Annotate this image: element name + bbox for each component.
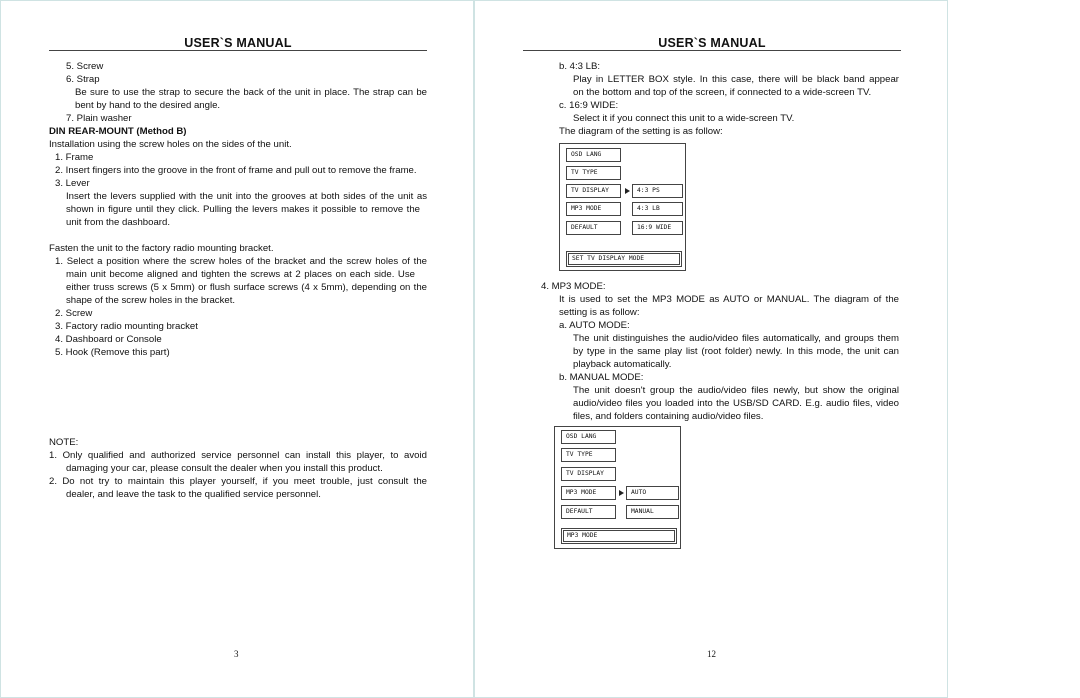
text-line: Play in LETTER BOX style. In this case, there will be black band appear (573, 74, 899, 85)
text-line: 1. Frame (55, 152, 94, 163)
text-line: files, and folders containing audio/video files. (573, 411, 764, 422)
text-line: The unit distinguishes the audio/video files automatically, and groups them (573, 333, 899, 344)
text-line: shown in figure until they click. Pulling the levers makes it possible to remove the (66, 204, 420, 215)
text-line: shape of the screw holes in the bracket. (66, 295, 236, 306)
text-line: b. 4:3 LB: (559, 61, 601, 72)
left-page (0, 0, 474, 698)
text-line: Installation using the screw holes on the sides of the unit. (49, 139, 292, 150)
menu-item-default: DEFAULT (561, 505, 616, 519)
text-line: by type in the same play list (root folder) newly. In this mode, the unit can (573, 346, 899, 357)
mp3-mode-menu-figure (554, 426, 681, 549)
note-heading: NOTE: (49, 437, 79, 448)
page-header: USER`S MANUAL (184, 36, 292, 50)
tv-display-menu-figure (559, 143, 686, 271)
page-header: USER`S MANUAL (658, 36, 766, 50)
page-number: 12 (707, 649, 716, 659)
text-line: 2. Do not try to maintain this player yourself, if you meet trouble, just consult the (49, 476, 427, 487)
option-manual: MANUAL (626, 505, 679, 519)
text-line: c. 16:9 WIDE: (559, 100, 619, 111)
text-line: bent by hand to the desired angle. (75, 100, 221, 111)
text-line: either truss screws (5 x 5mm) or flush surface screws (4 x 5mm), depending on the (66, 282, 427, 293)
header-rule (49, 50, 427, 51)
text-line: The unit doesn't group the audio/video files newly, but show the original (573, 385, 899, 396)
menu-status-bar: SET TV DISPLAY MODE (566, 251, 682, 267)
option-16-9-wide: 16:9 WIDE (632, 221, 683, 235)
text-line: setting is as follow: (559, 307, 640, 318)
text-line: on the bottom and top of the screen, if connected to a wide-screen TV. (573, 87, 872, 98)
menu-status-bar: MP3 MODE (561, 528, 677, 544)
text-line: 4. Dashboard or Console (55, 334, 162, 345)
text-line: 4. MP3 MODE: (541, 281, 606, 292)
page-number: 3 (234, 649, 239, 659)
option-auto: AUTO (626, 486, 679, 500)
menu-item-tv-type: TV TYPE (566, 166, 621, 180)
menu-item-default: DEFAULT (566, 221, 621, 235)
option-4-3-ps: 4:3 PS (632, 184, 683, 198)
text-line: 2. Insert fingers into the groove in the front of frame and pull out to remove the frame. (55, 165, 417, 176)
text-line: 2. Screw (55, 308, 93, 319)
section-heading: DIN REAR-MOUNT (Method B) (49, 126, 187, 137)
text-line: It is used to set the MP3 MODE as AUTO or MANUAL. The diagram of the (559, 294, 899, 305)
text-line: Be sure to use the strap to secure the back of the unit in place. The strap can be (75, 87, 427, 98)
text-line: 6. Strap (66, 74, 100, 85)
text-line: Select it if you connect this unit to a wide-screen TV. (573, 113, 795, 124)
text-line: Insert the levers supplied with the unit into the grooves at both sides of the unit as (66, 191, 427, 202)
option-4-3-lb: 4:3 LB (632, 202, 683, 216)
text-line: unit from the dashboard. (66, 217, 170, 228)
menu-item-osd-lang: OSD LANG (566, 148, 621, 162)
text-line: 7. Plain washer (66, 113, 132, 124)
text-line: a. AUTO MODE: (559, 320, 630, 331)
text-line: The diagram of the setting is as follow: (559, 126, 723, 137)
menu-item-mp3-mode: MP3 MODE (561, 486, 616, 500)
selection-arrow-icon (619, 490, 624, 496)
text-line: audio/video files you loaded into the USB/SD CARD. E.g. audio files, video (573, 398, 899, 409)
text-line: Fasten the unit to the factory radio mounting bracket. (49, 243, 274, 254)
menu-item-mp3-mode: MP3 MODE (566, 202, 621, 216)
text-line: 5. Hook (Remove this part) (55, 347, 170, 358)
text-line: playback automatically. (573, 359, 672, 370)
text-line: b. MANUAL MODE: (559, 372, 644, 383)
menu-item-tv-display: TV DISPLAY (566, 184, 621, 198)
right-page (474, 0, 948, 698)
selection-arrow-icon (625, 188, 630, 194)
text-line: 1. Only qualified and authorized service personnel can install this player, to avoid (49, 450, 427, 461)
menu-item-tv-display: TV DISPLAY (561, 467, 616, 481)
text-line: 1. Select a position where the screw holes of the bracket and the screw holes of the (55, 256, 427, 267)
text-line: main unit become aligned and tighten the screws at 2 places on each side. Use (66, 269, 415, 280)
menu-item-osd-lang: OSD LANG (561, 430, 616, 444)
menu-item-tv-type: TV TYPE (561, 448, 616, 462)
text-line: 3. Factory radio mounting bracket (55, 321, 198, 332)
text-line: 5. Screw (66, 61, 104, 72)
text-line: 3. Lever (55, 178, 90, 189)
text-line: dealer, and leave the task to the qualified service personnel. (66, 489, 321, 500)
text-line: damaging your car, please consult the dealer when you install this product. (66, 463, 383, 474)
header-rule (523, 50, 901, 51)
